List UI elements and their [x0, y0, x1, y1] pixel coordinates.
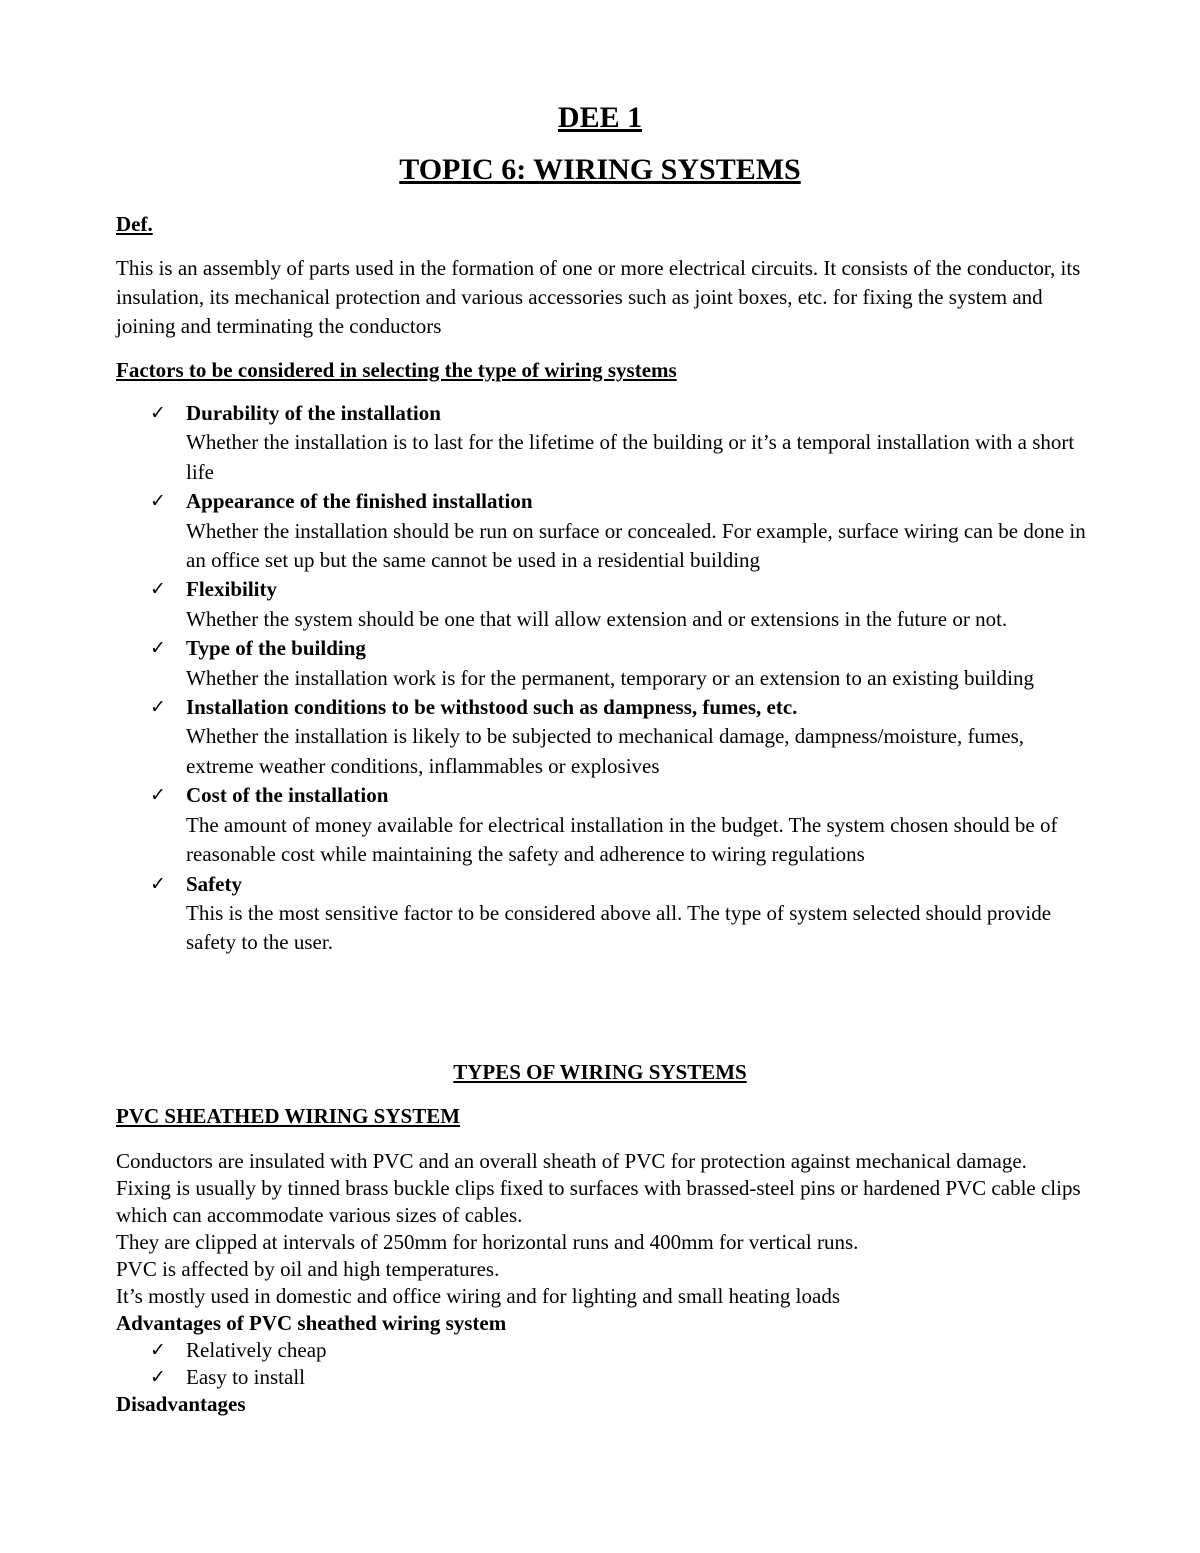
- factor-title: Cost of the installation: [186, 783, 389, 808]
- pvc-heading: PVC SHEATHED WIRING SYSTEM: [116, 1104, 461, 1128]
- list-item: [116, 575, 1091, 634]
- checkmark-icon: ✓: [150, 784, 166, 807]
- list-item: [116, 693, 1091, 781]
- document-title: DEE 1: [557, 101, 643, 134]
- list-item: [116, 1337, 1091, 1364]
- advantages-heading: Advantages of PVC sheathed wiring system: [116, 1311, 507, 1335]
- factor-title: Appearance of the finished installation: [186, 489, 533, 514]
- factors-list: [116, 399, 1091, 958]
- list-item: [116, 634, 1091, 693]
- checkmark-icon: ✓: [150, 1366, 166, 1388]
- factors-heading: Factors to be considered in selecting the type of wiring systems: [116, 358, 677, 382]
- factor-description: Whether the installation should be run on surface or concealed. For example, surface wiring can be done in an office set up but the same cannot be used in a residential building: [186, 518, 1086, 573]
- pvc-paragraph: Fixing is usually by tinned brass buckle clips fixed to surfaces with brassed-steel pins or hardened PVC cable clips which can accommodate various sizes of cables.: [116, 1176, 1081, 1227]
- factor-description: Whether the system should be one that will allow extension and or extensions in the future or not.: [186, 606, 1008, 631]
- checkmark-icon: ✓: [150, 402, 166, 424]
- list-item: [116, 870, 1091, 958]
- factor-description: Whether the installation is to last for the lifetime of the building or it’s a temporal installation with a short life: [186, 430, 1075, 484]
- pvc-paragraph: PVC is affected by oil and high temperatures.: [116, 1257, 500, 1281]
- factor-description: This is the most sensitive factor to be considered above all. The type of system selected should provide safety to the user.: [186, 900, 1052, 955]
- definition-heading: Def.: [116, 212, 153, 236]
- checkmark-icon: ✓: [150, 637, 166, 660]
- pvc-paragraph: It’s mostly used in domestic and office wiring and for lighting and small heating loads: [116, 1284, 840, 1308]
- checkmark-icon: ✓: [150, 490, 166, 513]
- factor-description: Whether the installation is likely to be subjected to mechanical damage, dampness/moisture, fumes, extreme weather conditions, inflammables or explosives: [186, 724, 1025, 778]
- advantages-list: [116, 1337, 1091, 1391]
- factor-title: Safety: [186, 871, 242, 896]
- pvc-paragraph: Conductors are insulated with PVC and an overall sheath of PVC for protection against mechanical damage.: [116, 1149, 1027, 1173]
- list-item: [116, 399, 1091, 487]
- checkmark-icon: ✓: [150, 872, 166, 895]
- factor-title: Installation conditions to be withstood such as dampness, fumes, etc.: [186, 695, 798, 720]
- checkmark-icon: ✓: [150, 578, 166, 601]
- factor-description: The amount of money available for electrical installation in the budget. The system chosen should be of reasonable cost while maintaining the safety and adherence to wiring regulations: [186, 812, 1058, 867]
- types-heading: TYPES OF WIRING SYSTEMS: [453, 1060, 747, 1084]
- pvc-body: [116, 1148, 1091, 1418]
- checkmark-icon: ✓: [150, 696, 166, 719]
- list-item: [116, 781, 1091, 869]
- list-item: [116, 487, 1091, 575]
- factor-title: Type of the building: [186, 636, 366, 661]
- document-subtitle: TOPIC 6: WIRING SYSTEMS: [399, 153, 801, 186]
- factor-description: Whether the installation work is for the permanent, temporary or an extension to an existing building: [186, 665, 1034, 690]
- definition-text: This is an assembly of parts used in the formation of one or more electrical circuits. It consists of the conductor, its insulation, its mechanical protection and various accessories such as joint boxes, etc. for fixing the system and joining and terminating the conductors: [116, 256, 1081, 338]
- advantage-text: Easy to install: [186, 1365, 305, 1389]
- pvc-paragraph: They are clipped at intervals of 250mm for horizontal runs and 400mm for vertical runs.: [116, 1230, 859, 1254]
- list-item: [116, 1364, 1091, 1391]
- checkmark-icon: ✓: [150, 1339, 166, 1361]
- factor-title: Durability of the installation: [186, 401, 441, 425]
- factor-title: Flexibility: [186, 577, 277, 602]
- advantage-text: Relatively cheap: [186, 1338, 327, 1362]
- disadvantages-heading: Disadvantages: [116, 1392, 246, 1416]
